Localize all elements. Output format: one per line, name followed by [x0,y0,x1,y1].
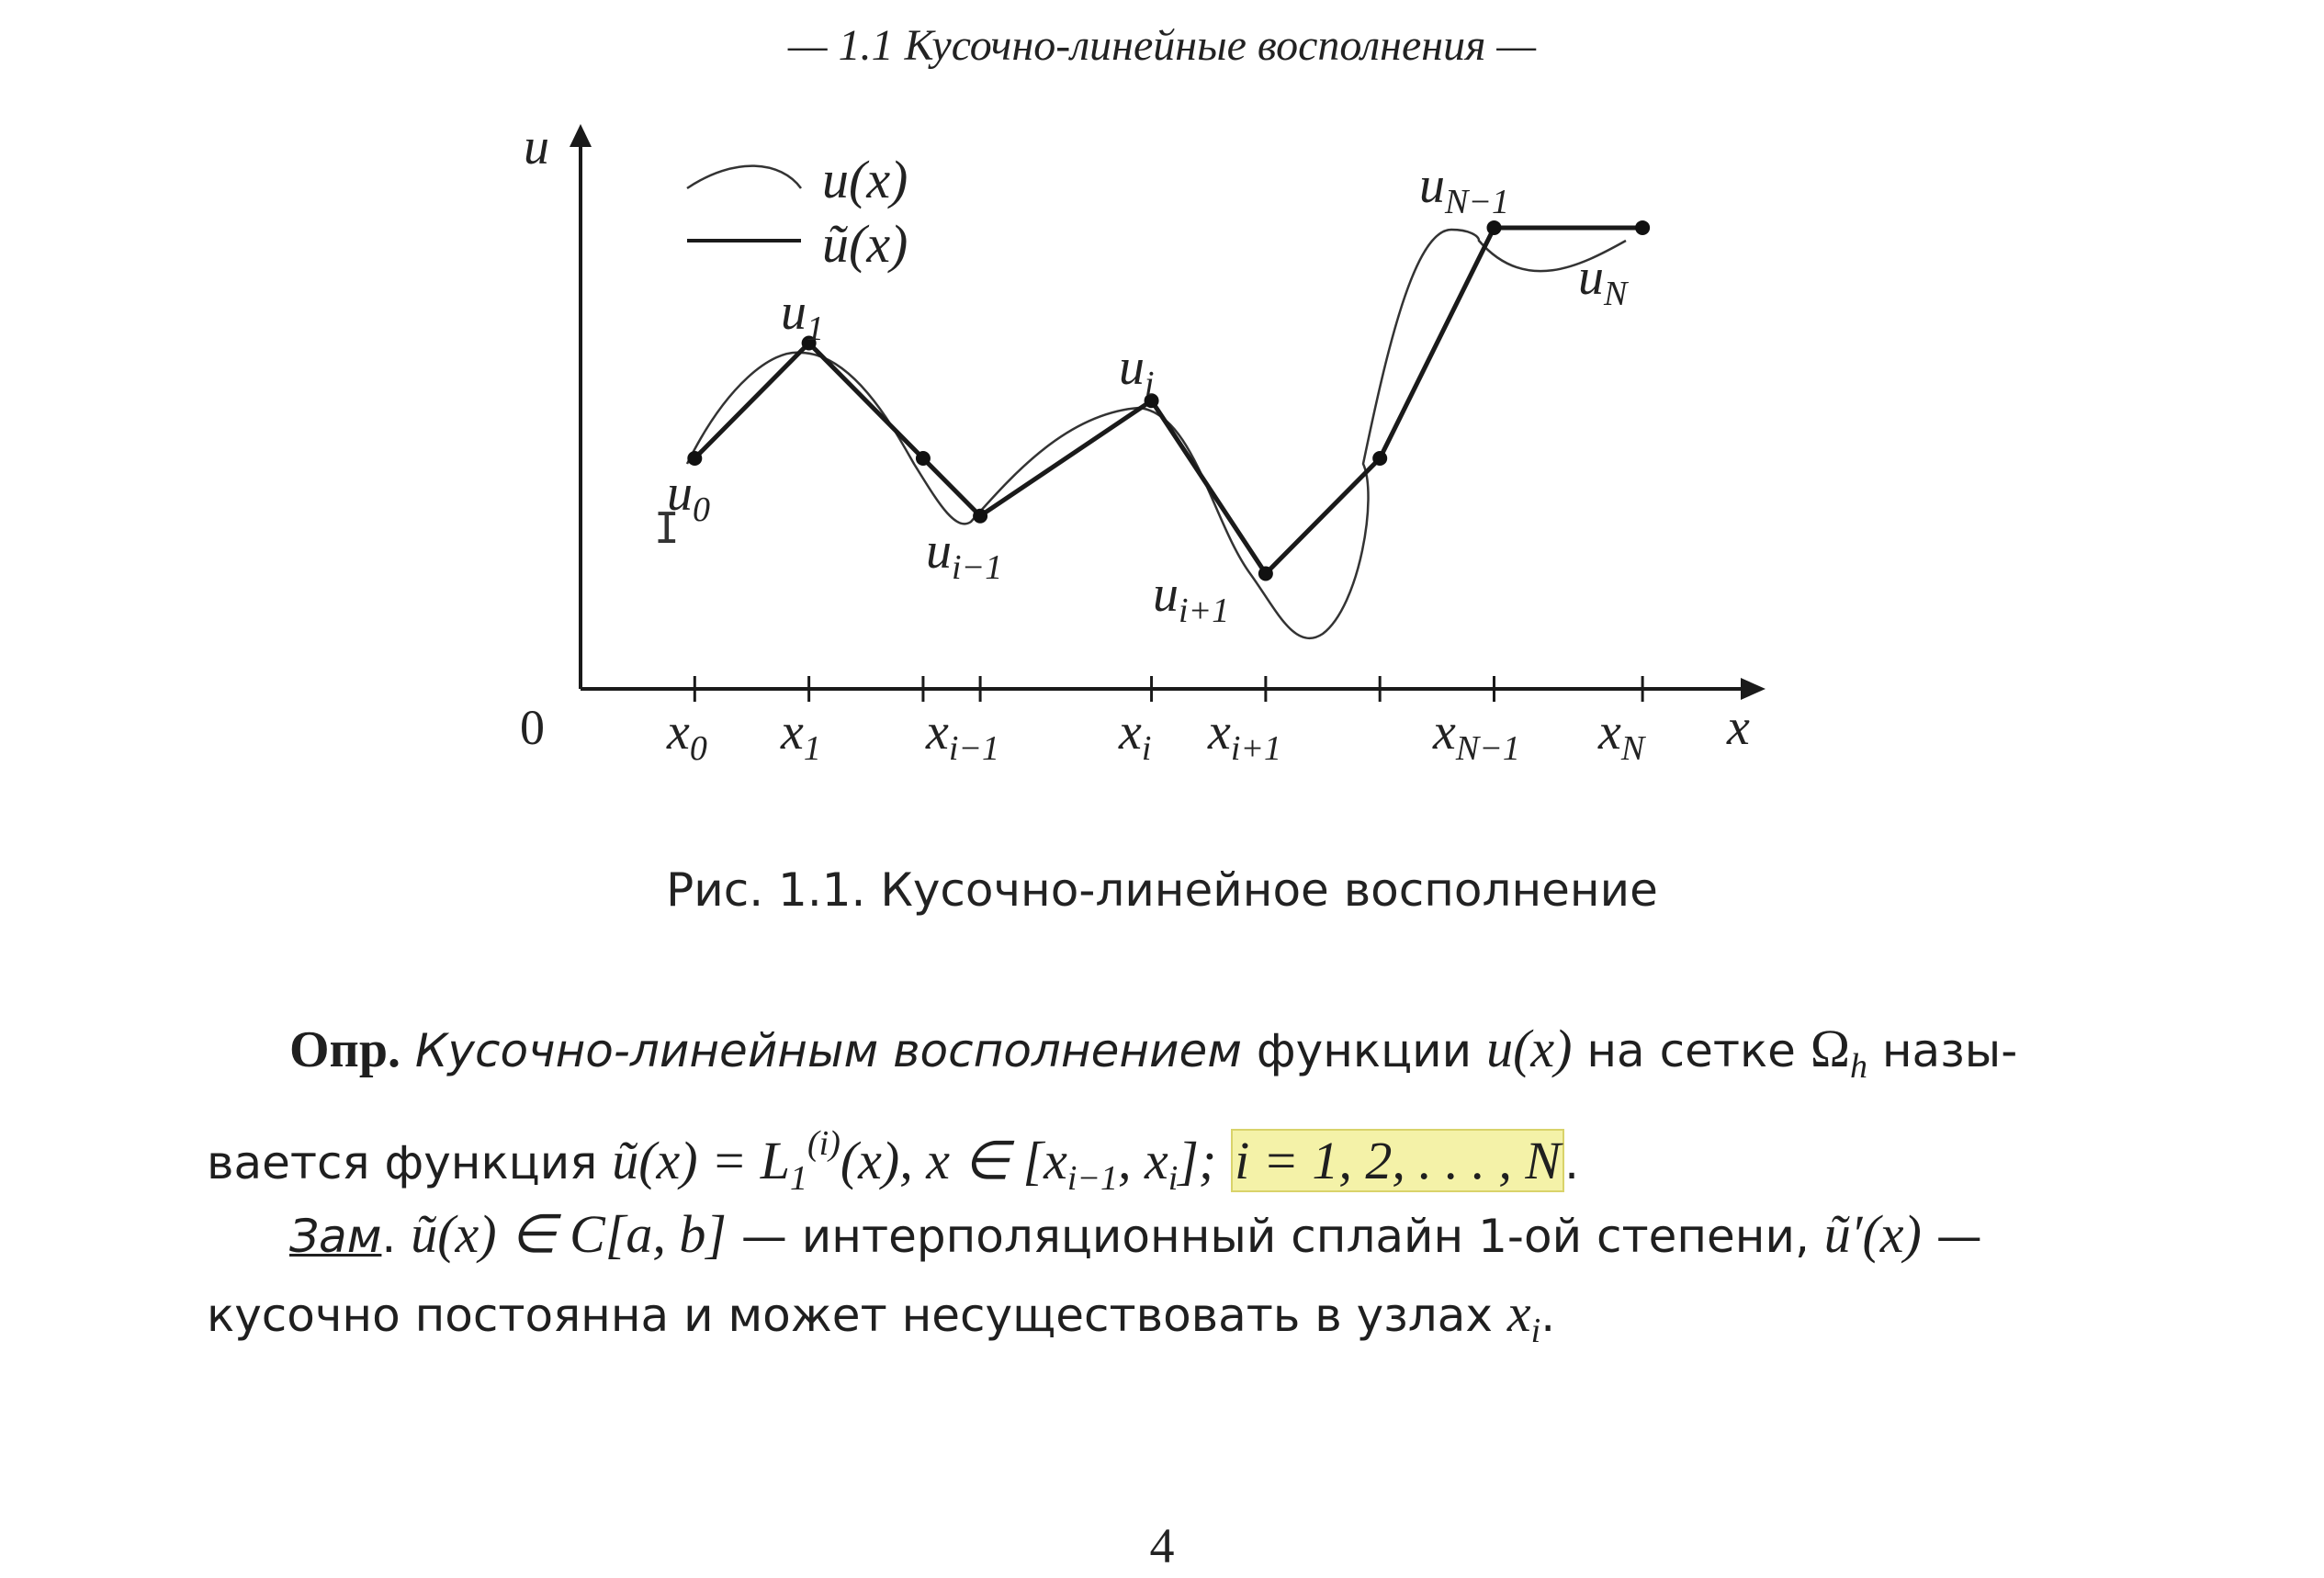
remark-text-2: — [1935,1210,1982,1263]
remark-text-1: — интерполяционный сплайн 1-ой степени, [740,1210,1810,1263]
tick-label-x-Nm1: $x_{N-1}$ [1433,704,1520,768]
def-formula: ũ(x) = $L_1^{(i)}(x)$, x ∈ [$x_{i-1}$, $x_i$]; [612,1124,1217,1198]
running-header: — 1.1 Кусочно-линейные восполнения — [787,21,1537,70]
node-label-u0: $u_0$ [667,465,710,529]
remark-xi: $x_i$ [1506,1283,1541,1350]
tick-label-x0: $x_0$ [667,704,707,768]
node-label-u1: $u_1$ [781,284,824,348]
tick-label-x-ip1: $x_{i+1}$ [1208,704,1282,768]
tick-label-x-N: $x_N$ [1598,704,1645,768]
remark-formula: ũ(x) ∈ C[a, b] [411,1204,727,1264]
legend-ut-name: ũ [822,214,849,274]
node-labels [667,157,1630,630]
nodes [687,220,1650,581]
legend-label-u-tilde [822,214,908,274]
origin-label: 0 [520,700,545,755]
y-axis-label: u [524,118,549,175]
highlighted-index-range: i = 1, 2, . . . , N [1231,1129,1564,1192]
page-number: 4 [1149,1518,1175,1573]
remark-end: . [1540,1289,1556,1342]
figure-caption: Рис. 1.1. Кусочно-линейное восполнение [666,863,1658,917]
legend-label-u [822,150,908,209]
def-text-1: функции [1256,1024,1472,1077]
node-point-2 [916,451,931,466]
def-text-3: назы- [1881,1024,2018,1077]
node-point-0 [687,451,702,466]
y-axis-arrow [570,124,592,147]
x-axis-label: x [1727,699,1750,756]
x-axis-arrow [1741,678,1766,700]
definition-paragraph [207,1010,2117,1217]
legend-ut-arg: (x) [849,214,908,274]
node-point-6 [1372,451,1387,466]
node-point-5 [1258,566,1273,580]
remark-dot: . [381,1210,397,1263]
def-text-2: на сетке [1586,1024,1796,1077]
text-cursor-i-beam: I [654,503,680,553]
legend-u-arg: (x) [849,150,908,209]
tick-label-x-i: $x_i$ [1119,704,1152,768]
remark-derivative: ũ′(x) [1823,1204,1922,1264]
node-label-u-i: $u_i$ [1119,339,1155,403]
remark-paragraph [207,1196,2117,1369]
node-label-u-Nm1: $u_{N-1}$ [1419,157,1509,221]
definition-term: Кусочно-линейным восполнением [414,1024,1242,1077]
legend-u-name: u [822,150,849,209]
def-end: . [1564,1136,1579,1189]
interpolant-polyline [694,228,1642,574]
x-tick-labels [666,704,1647,768]
tick-label-x-im1: $x_{i-1}$ [926,704,1000,768]
tick-label-x1: $x_1$ [781,704,821,768]
legend-curve-swatch [687,166,801,188]
node-point-8 [1635,220,1650,235]
node-label-u-ip1: $u_{i+1}$ [1153,566,1230,630]
node-point-7 [1487,220,1502,235]
node-label-u-im1: $u_{i-1}$ [926,523,1003,587]
def-omega: $\Omega_h$ [1810,1019,1867,1086]
remark-label: Зам [289,1210,382,1263]
legend [687,150,908,274]
remark-text-3: кусочно постоянна и может несуществовать в узлах [207,1289,1493,1342]
def-fx: u(x) [1486,1019,1573,1078]
definition-label: Опр. [289,1021,400,1078]
node-label-u-N: $u_N$ [1578,249,1628,313]
def-text-4: вается функция [207,1136,598,1189]
node-point-3 [973,509,987,524]
